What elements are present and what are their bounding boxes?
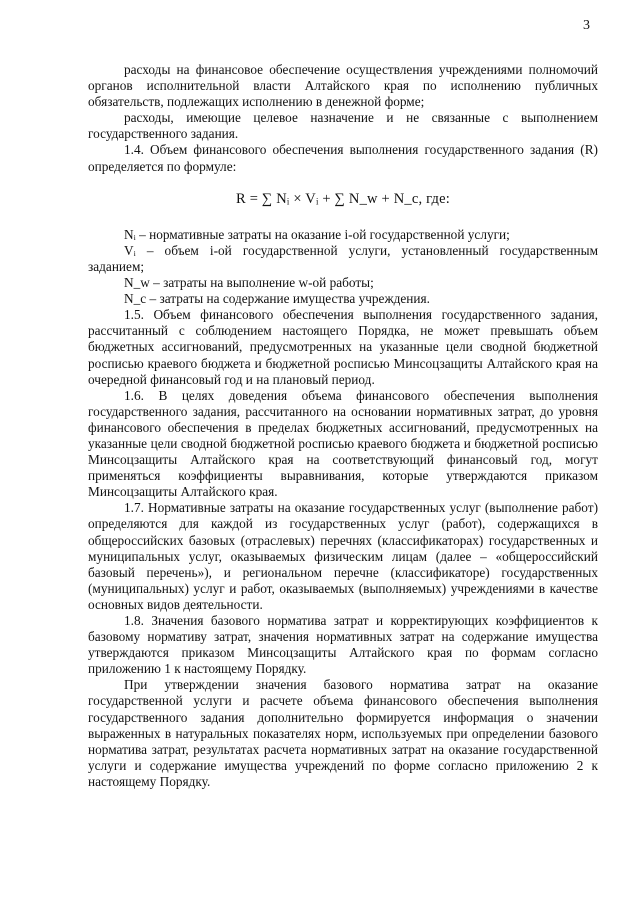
paragraph: 1.7. Нормативные затраты на оказание государственных услуг (выполнение работ) определяются для каждой из государственных услуг (работ), содержащихся в общероссийских базовых (отраслевых) перечнях (классификаторах) государственных и муниципальных услуг, оказываемых физическим лицам (далее – «общероссийский базовый перечень»), и региональном перечне (классификаторе) государственных (муниципальных) услуг и работ, оказываемых (выполняемых) учреждениями в качестве основных видов деятельности. [88,500,598,612]
definition-item: N_c – затраты на содержание имущества учреждения. [124,291,430,307]
paragraph: 1.8. Значения базового норматива затрат и корректирующих коэффициентов к базовому нормативу затрат, значения нормативных затрат на содержание имущества утверждаются приказом Минсоцзащиты Алтайского края по формам согласно приложению 1 к настоящему Порядку. [88,613,598,677]
paragraph: 1.6. В целях доведения объема финансового обеспечения выполнения государственного задания, рассчитанного на основании нормативных затрат, до уровня финансового обеспечения в пределах бюджетных ассигнований, предусмотренных на указанные цели сводной бюджетной росписью краевого бюджета и бюджетной росписью Минсоцзащиты Алтайского края на соответствующий финансовый год, могут применяться коэффициенты выравнивания, которые утверждаются приказом Минсоцзащиты Алтайского края. [88,387,598,500]
paragraph: расходы, имеющие целевое назначение и не связанные с выполнением государственного задания. [88,110,598,142]
definition-item: Vᵢ – объем i-ой государственной услуги, установленный государственным заданием; [88,242,598,274]
paragraph: При утверждении значения базового норматива затрат на оказание государственной услуги и расчете объема финансового обеспечения выполнения государственного задания дополнительно формируется информация о значении выраженных в натуральных показателях норм, используемых при определении базового норматива затрат, результатах расчета нормативных затрат на оказание государственной услуги и содержание имущества учреждений по форме согласно приложению 2 к настоящему Порядку. [88,677,598,789]
paragraph: расходы на финансовое обеспечение осуществления учреждениями полномочий органов исполнительной власти Алтайского края по исполнению публичных обязательств, подлежащих исполнению в денежной форме; [88,62,598,110]
paragraph: 1.5. Объем финансового обеспечения выполнения государственного задания, рассчитанный с соблюдением настоящего Порядка, не может превышать объем бюджетных ассигнований, предусмотренных на указанные цели сводной бюджетной росписью краевого бюджета и бюджетной росписью Минсоцзащиты Алтайского края на очередной финансовый год и на плановый период. [88,307,598,387]
definition-item: Nᵢ – нормативные затраты на оказание i-ой государственной услуги; [124,226,510,242]
paragraph: 1.4. Объем финансового обеспечения выполнения государственного задания (R) определяется по формуле: [88,142,598,174]
formula: R = ∑ Nᵢ × Vᵢ + ∑ N_w + N_c, где: [236,190,450,207]
definition-item: N_w – затраты на выполнение w-ой работы; [124,275,374,291]
page-number: 3 [583,18,590,33]
document-body [88,62,598,790]
